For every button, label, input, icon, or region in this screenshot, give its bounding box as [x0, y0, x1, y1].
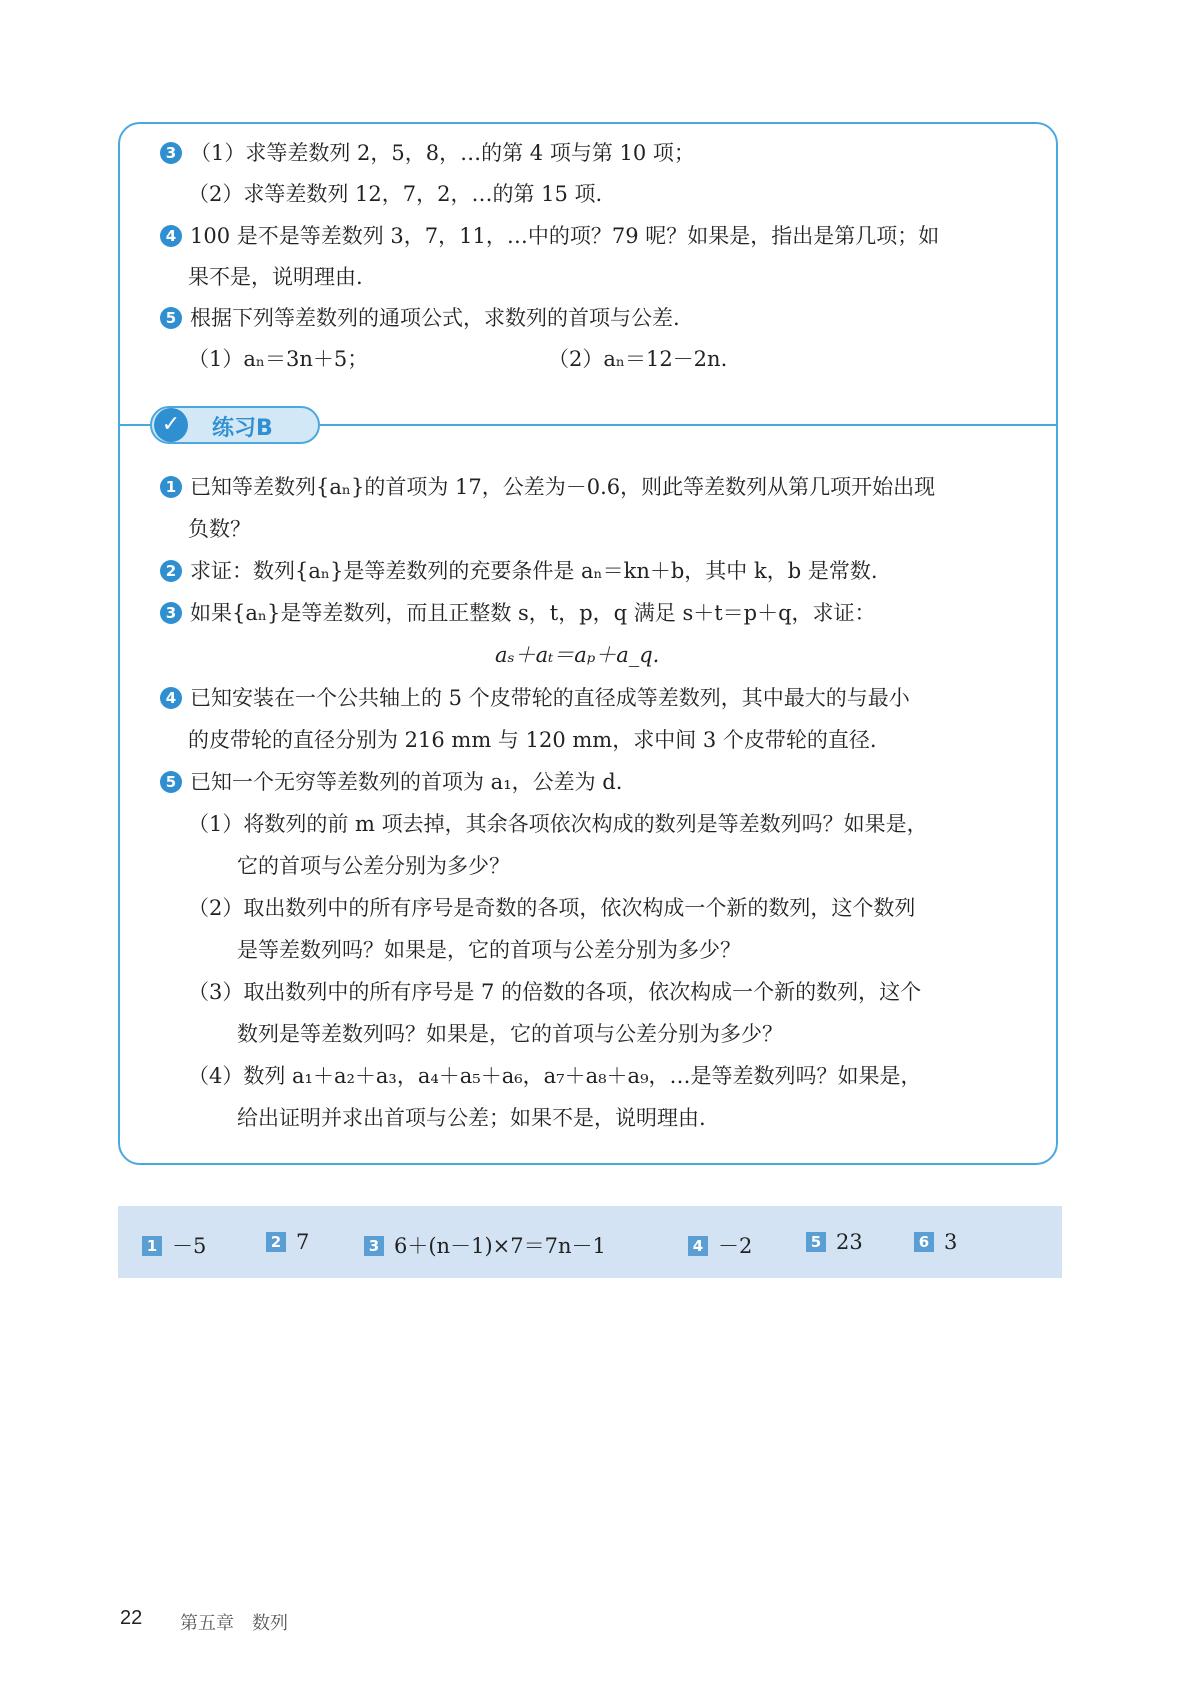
answer-item: 5 23: [806, 1230, 863, 1254]
question-number-badge: 2: [160, 560, 182, 582]
exercise-b-question-3-equation: aₛ＋aₜ＝aₚ＋a_q.: [495, 643, 660, 667]
exercise-b-question-5-part-1-continuation: 它的首项与公差分别为多少？: [237, 854, 510, 878]
exercise-b-question-1-continuation: 负数？: [188, 517, 251, 541]
question-number-badge: 1: [160, 476, 182, 498]
answer-number-badge: 6: [914, 1232, 934, 1252]
question-number-badge: 3: [160, 142, 182, 164]
question-4-continuation: 果不是，说明理由.: [188, 265, 363, 289]
answer-number-badge: 4: [688, 1236, 708, 1256]
question-number-badge: 5: [160, 307, 182, 329]
check-icon: ✓: [154, 408, 188, 442]
question-3-part-1: 3 （1）求等差数列 2，5，8，…的第 4 项与第 10 项；: [160, 138, 1056, 168]
page-number: 22: [120, 1607, 143, 1629]
question-5: 5 根据下列等差数列的通项公式，求数列的首项与公差.: [160, 303, 1056, 333]
section-title: 练习B: [212, 416, 273, 441]
exercise-b-question-1: 1 已知等差数列{aₙ}的首项为 17，公差为－0.6，则此等差数列从第几项开始出现: [160, 472, 1056, 502]
exercise-b-question-5-part-3: （3）取出数列中的所有序号是 7 的倍数的各项，依次构成一个新的数列，这个: [188, 980, 922, 1004]
exercise-box: [118, 122, 1058, 1165]
exercise-b-question-5-part-1: （1）将数列的前 m 项去掉，其余各项依次构成的数列是等差数列吗？如果是，: [188, 812, 928, 836]
exercise-b-question-5-part-4: （4）数列 a₁＋a₂＋a₃，a₄＋a₅＋a₆，a₇＋a₈＋a₉，…是等差数列吗？如果是，: [188, 1064, 922, 1088]
answer-number-badge: 2: [266, 1232, 286, 1252]
question-4: 4 100 是不是等差数列 3，7，11，…中的项？79 呢？如果是，指出是第几项；如: [160, 221, 1056, 251]
question-number-badge: 5: [160, 771, 182, 793]
question-number-badge: 4: [160, 225, 182, 247]
chapter-title: 第五章 数列: [180, 1613, 288, 1633]
question-5-subparts: （1）aₙ＝3n＋5； （2）aₙ＝12－2n.: [188, 347, 728, 371]
exercise-b-question-5-part-2: （2）取出数列中的所有序号是奇数的各项，依次构成一个新的数列，这个数列: [188, 896, 916, 920]
answer-item: 6 3: [914, 1230, 957, 1254]
question-number-badge: 3: [160, 602, 182, 624]
exercise-b-question-5-part-4-continuation: 给出证明并求出首项与公差；如果不是，说明理由.: [237, 1106, 706, 1130]
exercise-b-question-4: 4 已知安装在一个公共轴上的 5 个皮带轮的直径成等差数列，其中最大的与最小: [160, 683, 1056, 713]
question-3-part-2: （2）求等差数列 12，7，2，…的第 15 项.: [188, 182, 603, 206]
exercise-b-question-3: 3 如果{aₙ}是等差数列，而且正整数 s，t，p，q 满足 s＋t＝p＋q，求证：: [160, 598, 1056, 628]
answer-number-badge: 1: [142, 1236, 162, 1256]
answer-number-badge: 5: [806, 1232, 826, 1252]
exercise-b-question-5-part-3-continuation: 数列是等差数列吗？如果是，它的首项与公差分别为多少？: [237, 1022, 783, 1046]
exercise-b-question-5: 5 已知一个无穷等差数列的首项为 a₁，公差为 d.: [160, 767, 1056, 797]
answer-strip: [118, 1206, 1062, 1278]
answer-item: 1 －5: [142, 1230, 206, 1260]
question-number-badge: 4: [160, 687, 182, 709]
answer-item: 2 7: [266, 1230, 309, 1254]
answer-item: 3 6＋(n－1)×7＝7n－1: [364, 1230, 606, 1260]
exercise-b-question-2: 2 求证：数列{aₙ}是等差数列的充要条件是 aₙ＝kn＋b，其中 k，b 是常数.: [160, 556, 1056, 586]
exercise-b-question-5-part-2-continuation: 是等差数列吗？如果是，它的首项与公差分别为多少？: [237, 938, 741, 962]
answer-number-badge: 3: [364, 1236, 384, 1256]
exercise-b-question-4-continuation: 的皮带轮的直径分别为 216 mm 与 120 mm，求中间 3 个皮带轮的直径.: [188, 728, 877, 752]
section-badge: [150, 406, 320, 444]
answer-item: 4 －2: [688, 1230, 752, 1260]
